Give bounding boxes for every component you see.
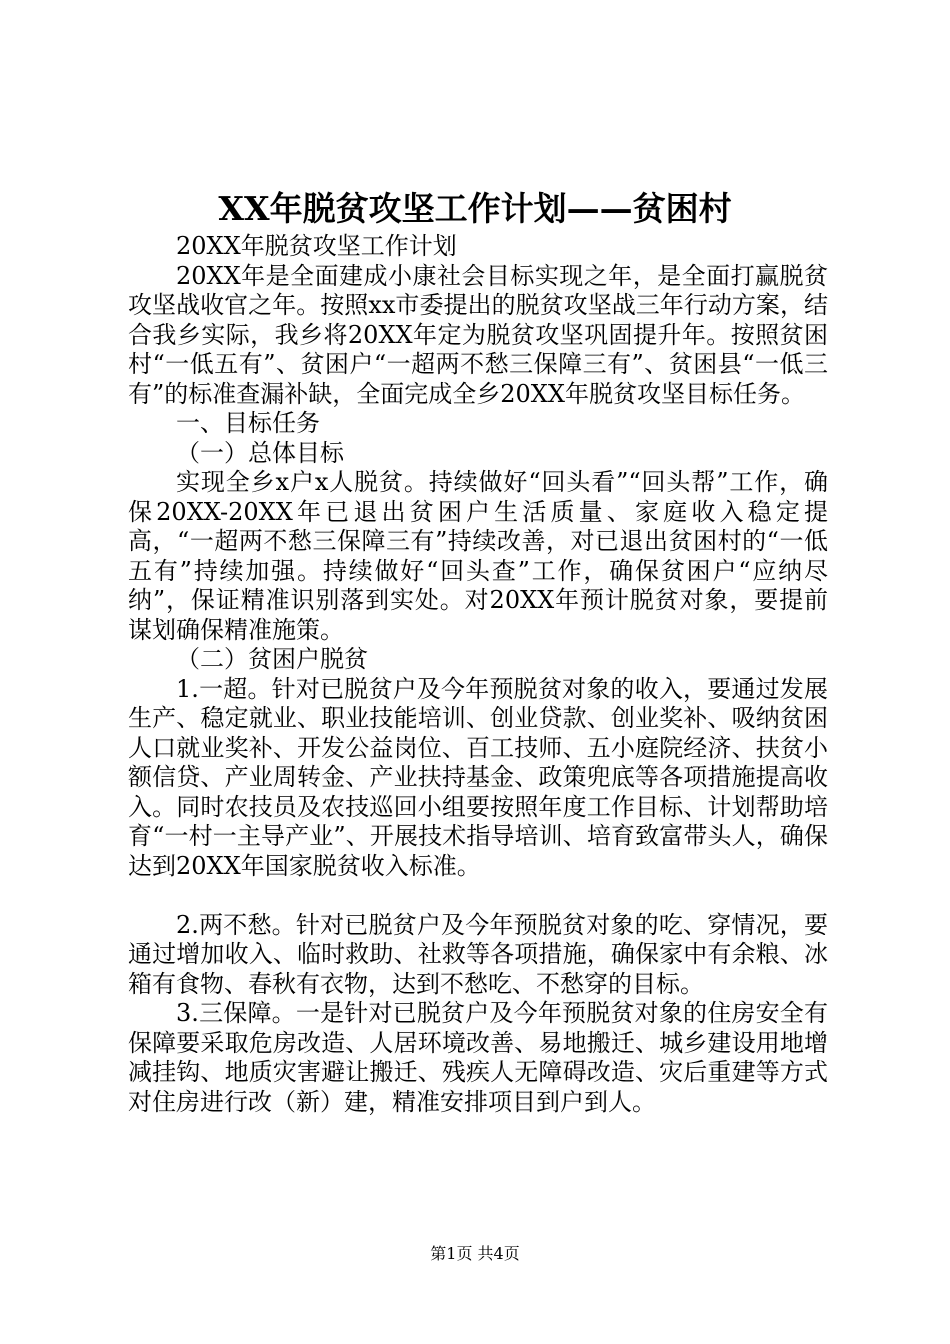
paragraph-overall-goal: 实现全乡x户x人脱贫。持续做好“回头看”“回头帮”工作，确保20XX-20XX年已退出贫困户生活质量、家庭收入稳定提高，“一超两不愁三保障三有”持续改善，对已退出贫困村的“一低五有”持续加强。持续做好“回头查”工作，确保贫困户“应纳尽纳”，保证精准识别落到实处。对20XX年预计脱贫对象，要提前谋划确保精准施策。 — [128, 468, 828, 644]
document-title: XX年脱贫攻坚工作计划——贫困村 — [218, 189, 732, 228]
paragraph-item-3: 3.三保障。一是针对已脱贫户及今年预脱贫对象的住房安全有保障要采取危房改造、人居环境改善、易地搬迁、城乡建设用地增减挂钩、地质灾害避让搬迁、残疾人无障碍改造、灾后重建等方式对住房进行改（新）建，精准安排项目到户到人。 — [128, 999, 828, 1116]
paragraph-intro: 20XX年是全面建成小康社会目标实现之年，是全面打赢脱贫攻坚战收官之年。按照xx市委提出的脱贫攻坚战三年行动方案，结合我乡实际，我乡将20XX年定为脱贫攻坚巩固提升年。按照贫困村“一低五有”、贫困户“一超两不愁三保障三有”、贫困县“一低三有”的标准查漏补缺，全面完成全乡20XX年脱贫攻坚目标任务。 — [128, 261, 828, 408]
page-footer: 第1页 共4页 — [430, 1244, 520, 1263]
paragraph-subtitle: 20XX年脱贫攻坚工作计划 — [176, 232, 457, 260]
paragraph-item-1: 1.一超。针对已脱贫户及今年预脱贫对象的收入，要通过发展生产、稳定就业、职业技能培训、创业贷款、创业奖补、吸纳贫困人口就业奖补、开发公益岗位、百工技师、五小庭院经济、扶贫小额信贷、产业周转金、产业扶持基金、政策兜底等各项措施提高收入。同时农技员及农技巡回小组要按照年度工作目标、计划帮助培育“一村一主导产业”、开展技术指导培训、培育致富带头人，确保达到20XX年国家脱贫收入标准。 — [128, 674, 828, 880]
heading-overall-goal: （一）总体目标 — [176, 438, 344, 467]
heading-objectives: 一、目标任务 — [176, 409, 320, 437]
heading-household-poverty-exit: （二）贫困户脱贫 — [176, 645, 368, 673]
document-body — [128, 232, 828, 1117]
paragraph-item-2: 2.两不愁。针对已脱贫户及今年预脱贫对象的吃、穿情况，要通过增加收入、临时救助、社救等各项措施，确保家中有余粮、冰箱有食物、春秋有衣物，达到不愁吃、不愁穿的目标。 — [128, 910, 828, 998]
